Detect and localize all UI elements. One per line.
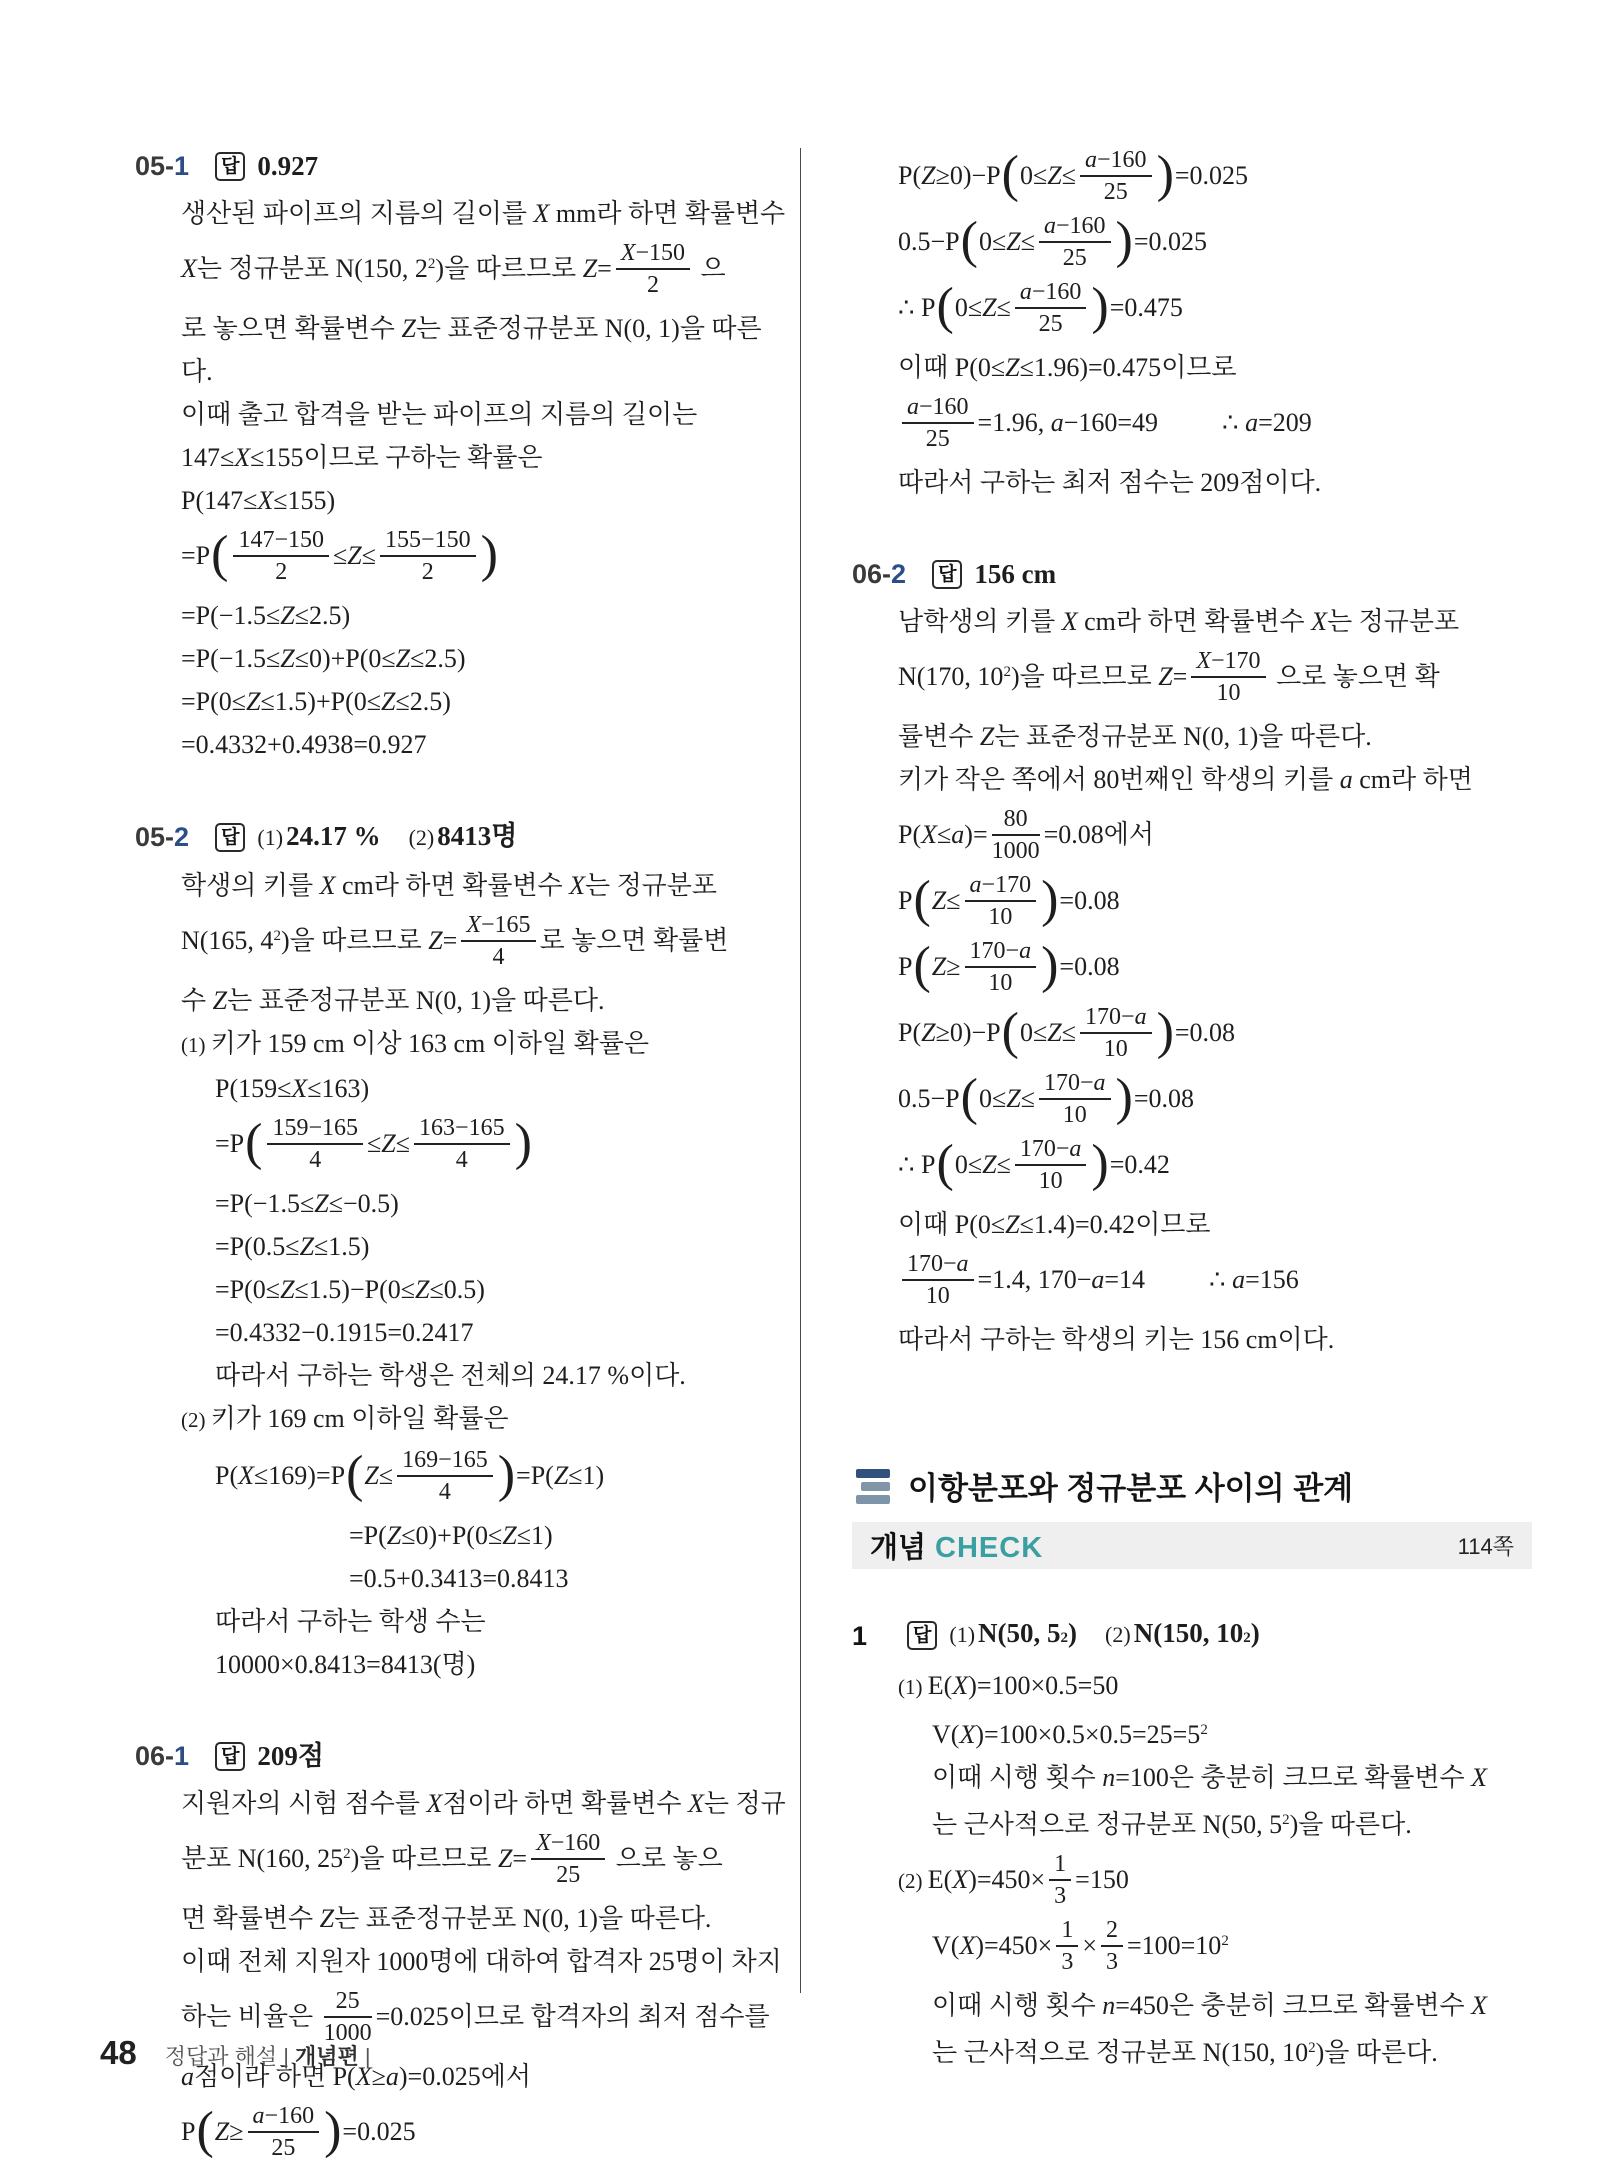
fraction: $\frac{1}{3}$ [1049,1850,1071,1910]
text-line: 이때 출고 합격을 받는 파이프의 지름의 길이는 [181,400,698,429]
formula-line: N(170, $10^2$)을 따르므로 Z= $\frac{X-170}{10}$ 으로 놓으면 확 [898,648,1440,706]
formula-line: P(Z≥ $\frac{a-160}{25}$ )=0.025 [181,2102,416,2161]
text-line: 이때 전체 지원자 1000명에 대하여 합격자 25명이 차지 [181,1947,782,1976]
text-line: =P(0≤Z≤1.5)+P(0≤Z≤2.5) [181,687,451,716]
text-line: 따라서 구하는 학생의 키는 156 cm이다. [898,1325,1335,1354]
text-line: (1) 키가 159 cm 이상 163 cm 이하일 확률은 [181,1029,649,1058]
formula-line: $\frac{170-a}{10}$ =1.4, 170−a=14 ∴ a=156 [852,1252,1532,1312]
problem-header [135,1732,790,1780]
big-paren: ) [1115,212,1133,269]
formula-line: 0.5−P(0≤Z≤ $\frac{170-a}{10}$ )=0.08 [898,1069,1195,1128]
answer-text: 0.927 [257,151,319,181]
column-divider [800,148,801,1993]
text-line: =0.4332−0.1915=0.2417 [215,1318,474,1347]
answer-text: (1) N(50, 5 2 ) (2) N(150, 10 2 ) [949,1618,1260,1648]
fraction: $\frac{a-160}{25}$ [902,393,974,453]
problem-number: 05-1 [135,151,190,181]
problem-number: 06-1 [135,1741,190,1771]
text-line: $V(X)=100\times 0.5\times 0.5=25=5^2$ [932,1720,1208,1749]
text-line: 따라서 구하는 학생은 전체의 24.17 %이다. [215,1361,686,1390]
fraction: $\frac{2}{3}$ [1101,1916,1123,1976]
fraction: $\frac{159-165}{4}$ [267,1114,363,1174]
concept-check-bar [852,1522,1532,1569]
fraction: $\frac{25}{1000}$ [323,1988,372,2046]
text-line: (1) E(X)=100×0.5=50 [898,1671,1119,1700]
big-paren: ) [480,526,498,583]
text-line: 147≤X≤155이므로 구하는 확률은 [181,443,543,472]
big-paren: ( [936,278,954,335]
spacer [1145,1287,1209,1288]
spacer [381,844,409,845]
text-line: P(159≤X≤163) [215,1074,370,1103]
text-line: 수 Z는 표준정규분포 N(0, 1)을 따른다. [181,986,605,1015]
text-line: 따라서 구하는 학생 수는 [215,1607,486,1636]
fraction: $\frac{170-a}{10}$ [1039,1069,1111,1129]
formula-line: N(165, $4^2$)을 따르므로 Z= $\frac{X-165}{4}$ 로 놓으면 확률변 [181,912,729,970]
formula-line: =P( $\frac{147-150}{2}$ ≤Z≤ $\frac{155-150}{2}$ ) [181,526,498,585]
text-line: =P(0.5≤Z≤1.5) [215,1232,370,1261]
footer-caption [165,2040,371,2071]
text-line: 로 놓으면 확률변수 Z는 표준정규분포 N(0, 1)을 따른다. [181,314,762,386]
text-line: 률변수 Z는 표준정규분포 N(0, 1)을 따른다. [898,722,1372,751]
text-line: =P(0≤Z≤1.5)−P(0≤Z≤0.5) [215,1275,485,1304]
footer-tail: | [358,2044,371,2069]
big-paren: ) [514,1114,532,1171]
big-paren: ( [960,1069,978,1126]
text-line: 남학생의 키를 X cm라 하면 확률변수 X는 정규분포 [898,607,1460,636]
text-line: 이때 P(0≤Z≤1.96)=0.475이므로 [898,353,1237,382]
problem-header [852,550,1532,598]
fraction: $\frac{170-a}{10}$ [965,937,1037,997]
text-line: 따라서 구하는 최저 점수는 209점이다. [898,468,1322,497]
formula-line: P(Z≥0)−P(0≤Z≤ $\frac{a-160}{25}$ )=0.025 [898,146,1249,205]
big-paren: ( [936,1135,954,1192]
text-line: 학생의 키를 X cm라 하면 확률변수 X는 정규분포 [181,871,718,900]
fraction: $\frac{a-160}{25}$ [1039,212,1111,272]
formula-line: ∴ P(0≤Z≤ $\frac{170-a}{10}$ )=0.42 [898,1135,1170,1194]
big-paren: ( [960,212,978,269]
formula-line: P(Z≥0)−P(0≤Z≤ $\frac{170-a}{10}$ )=0.08 [898,1003,1236,1062]
spacer [1077,1641,1105,1642]
text-line: a점이라 하면 P(X≥a)=0.025에서 [181,2062,531,2091]
formula-line: ∴ P(0≤Z≤ $\frac{a-160}{25}$ )=0.475 [898,278,1183,337]
formula-line: P(Z≤ $\frac{a-170}{10}$ )=0.08 [898,871,1120,930]
formula-line: X는 정규분포 N(150, $2^2$)을 따르므로 Z= $\frac{X-150}{2}$ 으 [181,240,726,298]
answer-box: 답 [907,1621,937,1650]
text-line: =0.5+0.3413=0.8413 [349,1564,569,1593]
fraction: $\frac{155-150}{2}$ [380,526,476,586]
answer-text: (1) 24.17 % (2) 8413명 [257,821,518,851]
text-line: =P(−1.5≤Z≤2.5) [181,601,351,630]
fraction: $\frac{X-150}{2}$ [616,239,690,299]
text-line: 키가 작은 쪽에서 80번째인 학생의 키를 a cm라 하면 [898,765,1473,794]
section-title: 이항분포와 정규분포 사이의 관계 [908,1471,1354,1506]
big-paren: ) [1115,1069,1133,1126]
vertical-gap [135,1686,790,1732]
formula-line: 분포 N(160, $25^2$)을 따르므로 Z= $\frac{X-160}{25}$ 으로 놓으 [181,1830,723,1888]
vertical-gap [135,766,790,812]
footer-text: 정답과 해설 | [164,2044,296,2069]
page-footer [100,2034,371,2072]
big-paren: ( [1001,146,1019,203]
fraction: $\frac{170-a}{10}$ [902,1250,974,1310]
text-line: 면 확률변수 Z는 표준정규분포 N(0, 1)을 따른다. [181,1904,712,1933]
problem-number: 05-2 [135,822,190,852]
formula-line: P(X≤169)=P(Z≤ $\frac{169-165}{4}$ )=P(Z≤1) [215,1446,605,1505]
text-line: 는 근사적으로 정규분포 N(50, $5^2$)을 따른다. [932,1810,1412,1839]
answer-box: 답 [215,823,245,852]
big-paren: ( [913,871,931,928]
big-paren: ) [1091,1135,1109,1192]
footer-edition: 개념편 [295,2044,359,2069]
page-number: 48 [100,2034,137,2071]
answer-box: 답 [932,560,962,589]
big-paren: ) [1041,937,1059,994]
text-line: 이때 P(0≤Z≤1.4)=0.42이므로 [898,1210,1211,1239]
section-3-icon [852,1468,892,1504]
problem-header [135,142,790,190]
big-paren: ( [1001,1003,1019,1060]
big-paren: ( [211,526,229,583]
fraction: $\frac{1}{3}$ [1056,1916,1078,1976]
big-paren: ) [1041,871,1059,928]
text-line: =0.4332+0.4938=0.927 [181,730,427,759]
text-line: 생산된 파이프의 지름의 길이를 X mm라 하면 확률변수 [181,199,786,228]
formula-line: V(X)=450× $\frac{1}{3}$ × $\frac{2}{3}$ $=100=10^2$ [932,1917,1229,1975]
text-line: =P(Z≤0)+P(0≤Z≤1) [349,1521,553,1550]
vertical-gap [852,504,1532,550]
big-paren: ( [346,1446,364,1503]
fraction: $\frac{a-170}{10}$ [965,871,1037,931]
answer-text: 156 cm [974,559,1057,589]
big-paren: ) [1156,1003,1174,1060]
answer-text: 209점 [257,1741,325,1771]
fraction: $\frac{147-150}{2}$ [233,526,329,586]
formula-line: $\frac{a-160}{25}$ =1.96, a−160=49 ∴ a=209 [852,395,1532,455]
fraction: $\frac{163-165}{4}$ [414,1114,510,1174]
spacer [1158,430,1222,431]
big-paren: ( [913,937,931,994]
text-line: P(147≤X≤155) [181,486,336,515]
fraction: $\frac{X-165}{4}$ [461,911,535,971]
formula-line: P(X≤a)= $\frac{80}{1000}$ =0.08에서 [898,806,1155,864]
big-paren: ) [497,1446,516,1503]
big-paren: ) [1156,146,1174,203]
answer-box: 답 [215,152,245,181]
problem-header [135,812,790,862]
text-line: 이때 시행 횟수 n=450은 충분히 크므로 확률변수 X [932,1991,1488,2020]
text-line: 는 근사적으로 정규분포 N(150, $10^2$)을 따른다. [932,2038,1438,2067]
formula-line: (2) E(X)=450× $\frac{1}{3}$ =150 [898,1851,1129,1909]
fraction: $\frac{a-160}{25}$ [248,2102,320,2162]
fraction: $\frac{a-160}{25}$ [1080,146,1152,206]
big-paren: ( [245,1114,263,1171]
big-paren: ) [1091,278,1109,335]
formula-line: 하는 비율은 $\frac{25}{1000}$ =0.025이므로 합격자의 최저 점수를 [181,1988,770,2046]
text-line: =P(−1.5≤Z≤0)+P(0≤Z≤2.5) [181,644,466,673]
fraction: $\frac{170-a}{10}$ [1015,1135,1087,1195]
right-column [852,142,1532,2074]
text-line: 이때 시행 횟수 n=100은 충분히 크므로 확률변수 X [932,1763,1488,1792]
text-line: 지원자의 시험 점수를 X점이라 하면 확률변수 X는 정규 [181,1789,786,1818]
section-header [852,1463,1532,1508]
formula-line: 0.5−P(0≤Z≤ $\frac{a-160}{25}$ )=0.025 [898,212,1208,271]
problem-number: 1 [852,1620,868,1651]
fraction: $\frac{169-165}{4}$ [397,1446,493,1506]
fraction: $\frac{X-160}{25}$ [531,1829,605,1889]
page-ref: 114쪽 [1457,1534,1514,1559]
text-line: 10000×0.8413=8413(명) [215,1650,476,1679]
text-line: (2) 키가 169 cm 이하일 확률은 [181,1404,509,1433]
question-header [852,1609,1532,1662]
big-paren: ) [324,2102,342,2159]
vertical-gap [852,1361,1532,1461]
formula-line: =P( $\frac{159-165}{4}$ ≤Z≤ $\frac{163-165}{4}$ ) [215,1114,532,1173]
fraction: $\frac{a-160}{25}$ [1015,278,1087,338]
problem-number: 06-2 [852,559,907,589]
formula-line: P(Z≥ $\frac{170-a}{10}$ )=0.08 [898,937,1120,996]
fraction: $\frac{X-170}{10}$ [1191,647,1265,707]
fraction: $\frac{80}{1000}$ [991,806,1040,864]
text-line: =P(−1.5≤Z≤−0.5) [215,1189,399,1218]
left-column [135,142,790,2170]
big-paren: ( [196,2102,214,2159]
vertical-gap [852,1569,1532,1609]
concept-check-label: 개념 CHECK [870,1532,1044,1564]
fraction: $\frac{170-a}{10}$ [1080,1003,1152,1063]
answer-box: 답 [215,1742,245,1771]
